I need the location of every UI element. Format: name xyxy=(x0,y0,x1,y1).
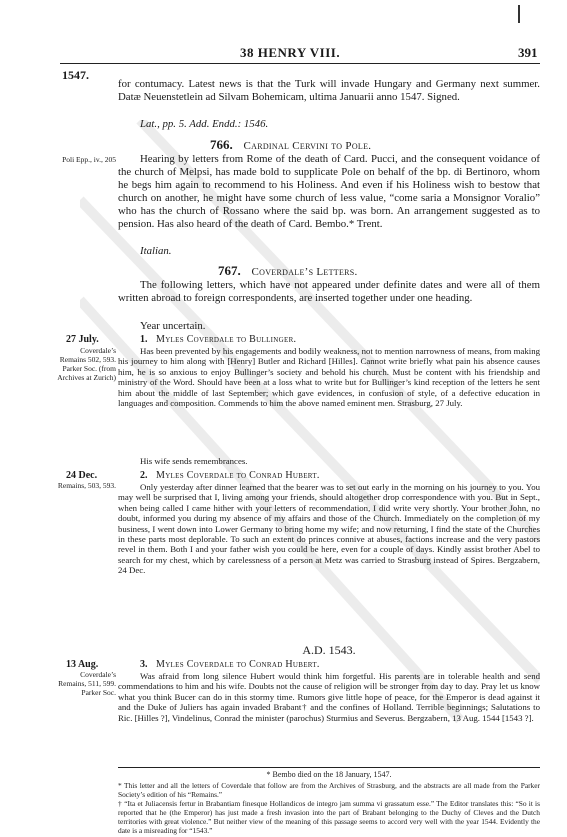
entry-766-text: Hearing by letters from Rome of the death of Card. Pucci, and the consequent voidance of the church of Melpsi, has made bold to supplicate Pole on behalf of the bp. di Bertinoro, whom he begs him again to recommend to his Holiness. And even if his Holiness wish to bestow that church on another, he might have some church of less value, “come saria a Monsignor Voralio” who has the church of Rossano where the said bp. was born. An arrangement suggested as to pension. Has also heard of the death of Card. Bembo.* Trent. xyxy=(118,153,540,230)
letter-1-note: His wife sends remembrances. xyxy=(140,456,248,466)
entry-767-title: Coverdale’s Letters. xyxy=(251,266,358,278)
letter-2-margin: Remains, 503, 593. xyxy=(57,481,116,490)
letter-3-title: Myles Coverdale to Conrad Hubert. xyxy=(156,659,320,670)
letter-3-date: 13 Aug. xyxy=(66,659,99,670)
entry-766-margin: Poli Epp., iv., 205 xyxy=(62,155,116,164)
letter-2-number: 2. xyxy=(140,470,148,481)
footnote-2: † “Ita et Juliacensis fertur in Brabantiam finesque Hollandicos de integro jam summa vi grassatum esse.” The Editor translates this: “So it is reported that he (the Emperor) has just made a fresh invasion into the part of Brabant belonging to the Duchy of Cleves and the Dutch territories with great violence.” But neither view of the meaning of this passage seems to accord very well with the year 1544. Evidently the date is a misreading for “1543.” xyxy=(118,799,540,835)
entry-767-text: The following letters, which have not appeared under definite dates and were all of them written abroad to foreign correspondents, are inserted together under one heading. xyxy=(118,279,540,304)
footnote-rule xyxy=(118,767,540,768)
year-uncertain: Year uncertain. xyxy=(140,320,206,332)
letter-2-title: Myles Coverdale to Conrad Hubert. xyxy=(156,470,320,481)
letter-1-text: Has been prevented by his engagements and bodily weakness, not to mention narrowness of means, from making his journey to him along with [Henry] Butler and Richard [Hilles]. Cannot write briefly what pain his absence causes him, he is so anxious to enjoy Bullinger’s society and behold his church. Must be content with his friendship and ministry of the Word. Should have been at a loss what to write but for Bullinger’s kind reception of the letters he sent him about the middle of last September; which gave evidences, in confusion of style, of a defective education in languages and composition. Commends to him the above named eminent men. Strasburg, 27 July. xyxy=(118,346,540,409)
letter-3-number: 3. xyxy=(140,659,148,670)
intro-meta: Lat., pp. 5. Add. Endd.: 1546. xyxy=(140,118,269,130)
entry-767-heading xyxy=(218,263,358,279)
entry-766-title: Cardinal Cervini to Pole. xyxy=(243,140,372,152)
letter-1-margin: Coverdale’s Remains 502, 593. Parker Soc. (from Archives at Zurich) xyxy=(57,346,116,382)
letter-3-margin: Coverdale’s Remains, 511, 599. Parker Soc. xyxy=(58,670,116,697)
header-rule xyxy=(60,63,540,64)
letter-1-date: 27 July. xyxy=(66,334,99,345)
footnote-bembo: * Bembo died on the 18 January, 1547. xyxy=(266,770,392,779)
letter-2-date: 24 Dec. xyxy=(66,470,98,481)
running-head: 38 HENRY VIII. xyxy=(240,45,341,60)
letter-1-heading xyxy=(140,334,296,345)
letter-3-heading xyxy=(140,659,320,670)
entry-766-lang: Italian. xyxy=(140,245,172,257)
letter-2-heading xyxy=(140,470,320,481)
letter-2-text: Only yesterday after dinner learned that the bearer was to set out early in the morning on his journey to you. You may well be surprised that I, living among your friends, should altogether drop correspondence with you. But in Sept., when being called I came hither with your letters of recommendation, I did write very shortly. Your brother John, no doubt, informed you during my absence of my affairs and those of the Church. Immediately on the completion of my business, I went down into Lower Germany to bring home my wife; and now returning, I find the state of the Churches in these parts most deplorable. To such an extent do princes connive at abuses, factions increase and the very pastors revel in them. Both I and your father wish you could be here, even for a couple of days. Kindly assist brother Abel to search for my chest, which by carelessness of a person at Metz was carried to Strasburg instead of Spires. Bergzabern, 24 Dec. xyxy=(118,482,540,576)
year-margin: 1547. xyxy=(62,68,89,82)
letter-1-title: Myles Coverdale to Bullinger. xyxy=(156,334,297,345)
letter-3-text: Was afraid from long silence Hubert would think him forgetful. His parents are in tolerable health and send commendations to him and his wife. Doubts not the cause of religion will be stronger from day to day. Pray let us know what you think Bucer can do in this stormy time. Rumors give little hope of peace, for the Emperor is dead against it and the Duke of Juliers has again invaded Brabant† and the confines of Holland. Terrible beginnings; Salutations to Ric. [Hilles ?], Vindelinus, Conrad the minister (parochus) Sturmius and Severus. Bergzabern, 13 Aug. 1544 [1543 ?]. xyxy=(118,671,540,723)
entry-766-number: 766. xyxy=(210,137,233,152)
letter-1-number: 1. xyxy=(140,334,148,345)
intro-text: for contumacy. Latest news is that the Turk will invade Hungary and Germany next summer. Datæ Neuenstetlein ad Silvam Bohemicam, ultima Januarii anno 1547. Signed. xyxy=(118,78,540,103)
page-number: 391 xyxy=(518,45,538,60)
ad-1543-heading: A.D. 1543. xyxy=(302,643,356,657)
entry-767-number: 767. xyxy=(218,263,241,278)
footnote-1: * This letter and all the letters of Coverdale that follow are from the Archives of Strasburg, and the abstracts are all made from the Parker Society’s edition of his “Remains.” xyxy=(118,781,540,799)
binding-mark xyxy=(518,5,520,23)
entry-766-heading xyxy=(210,137,371,153)
